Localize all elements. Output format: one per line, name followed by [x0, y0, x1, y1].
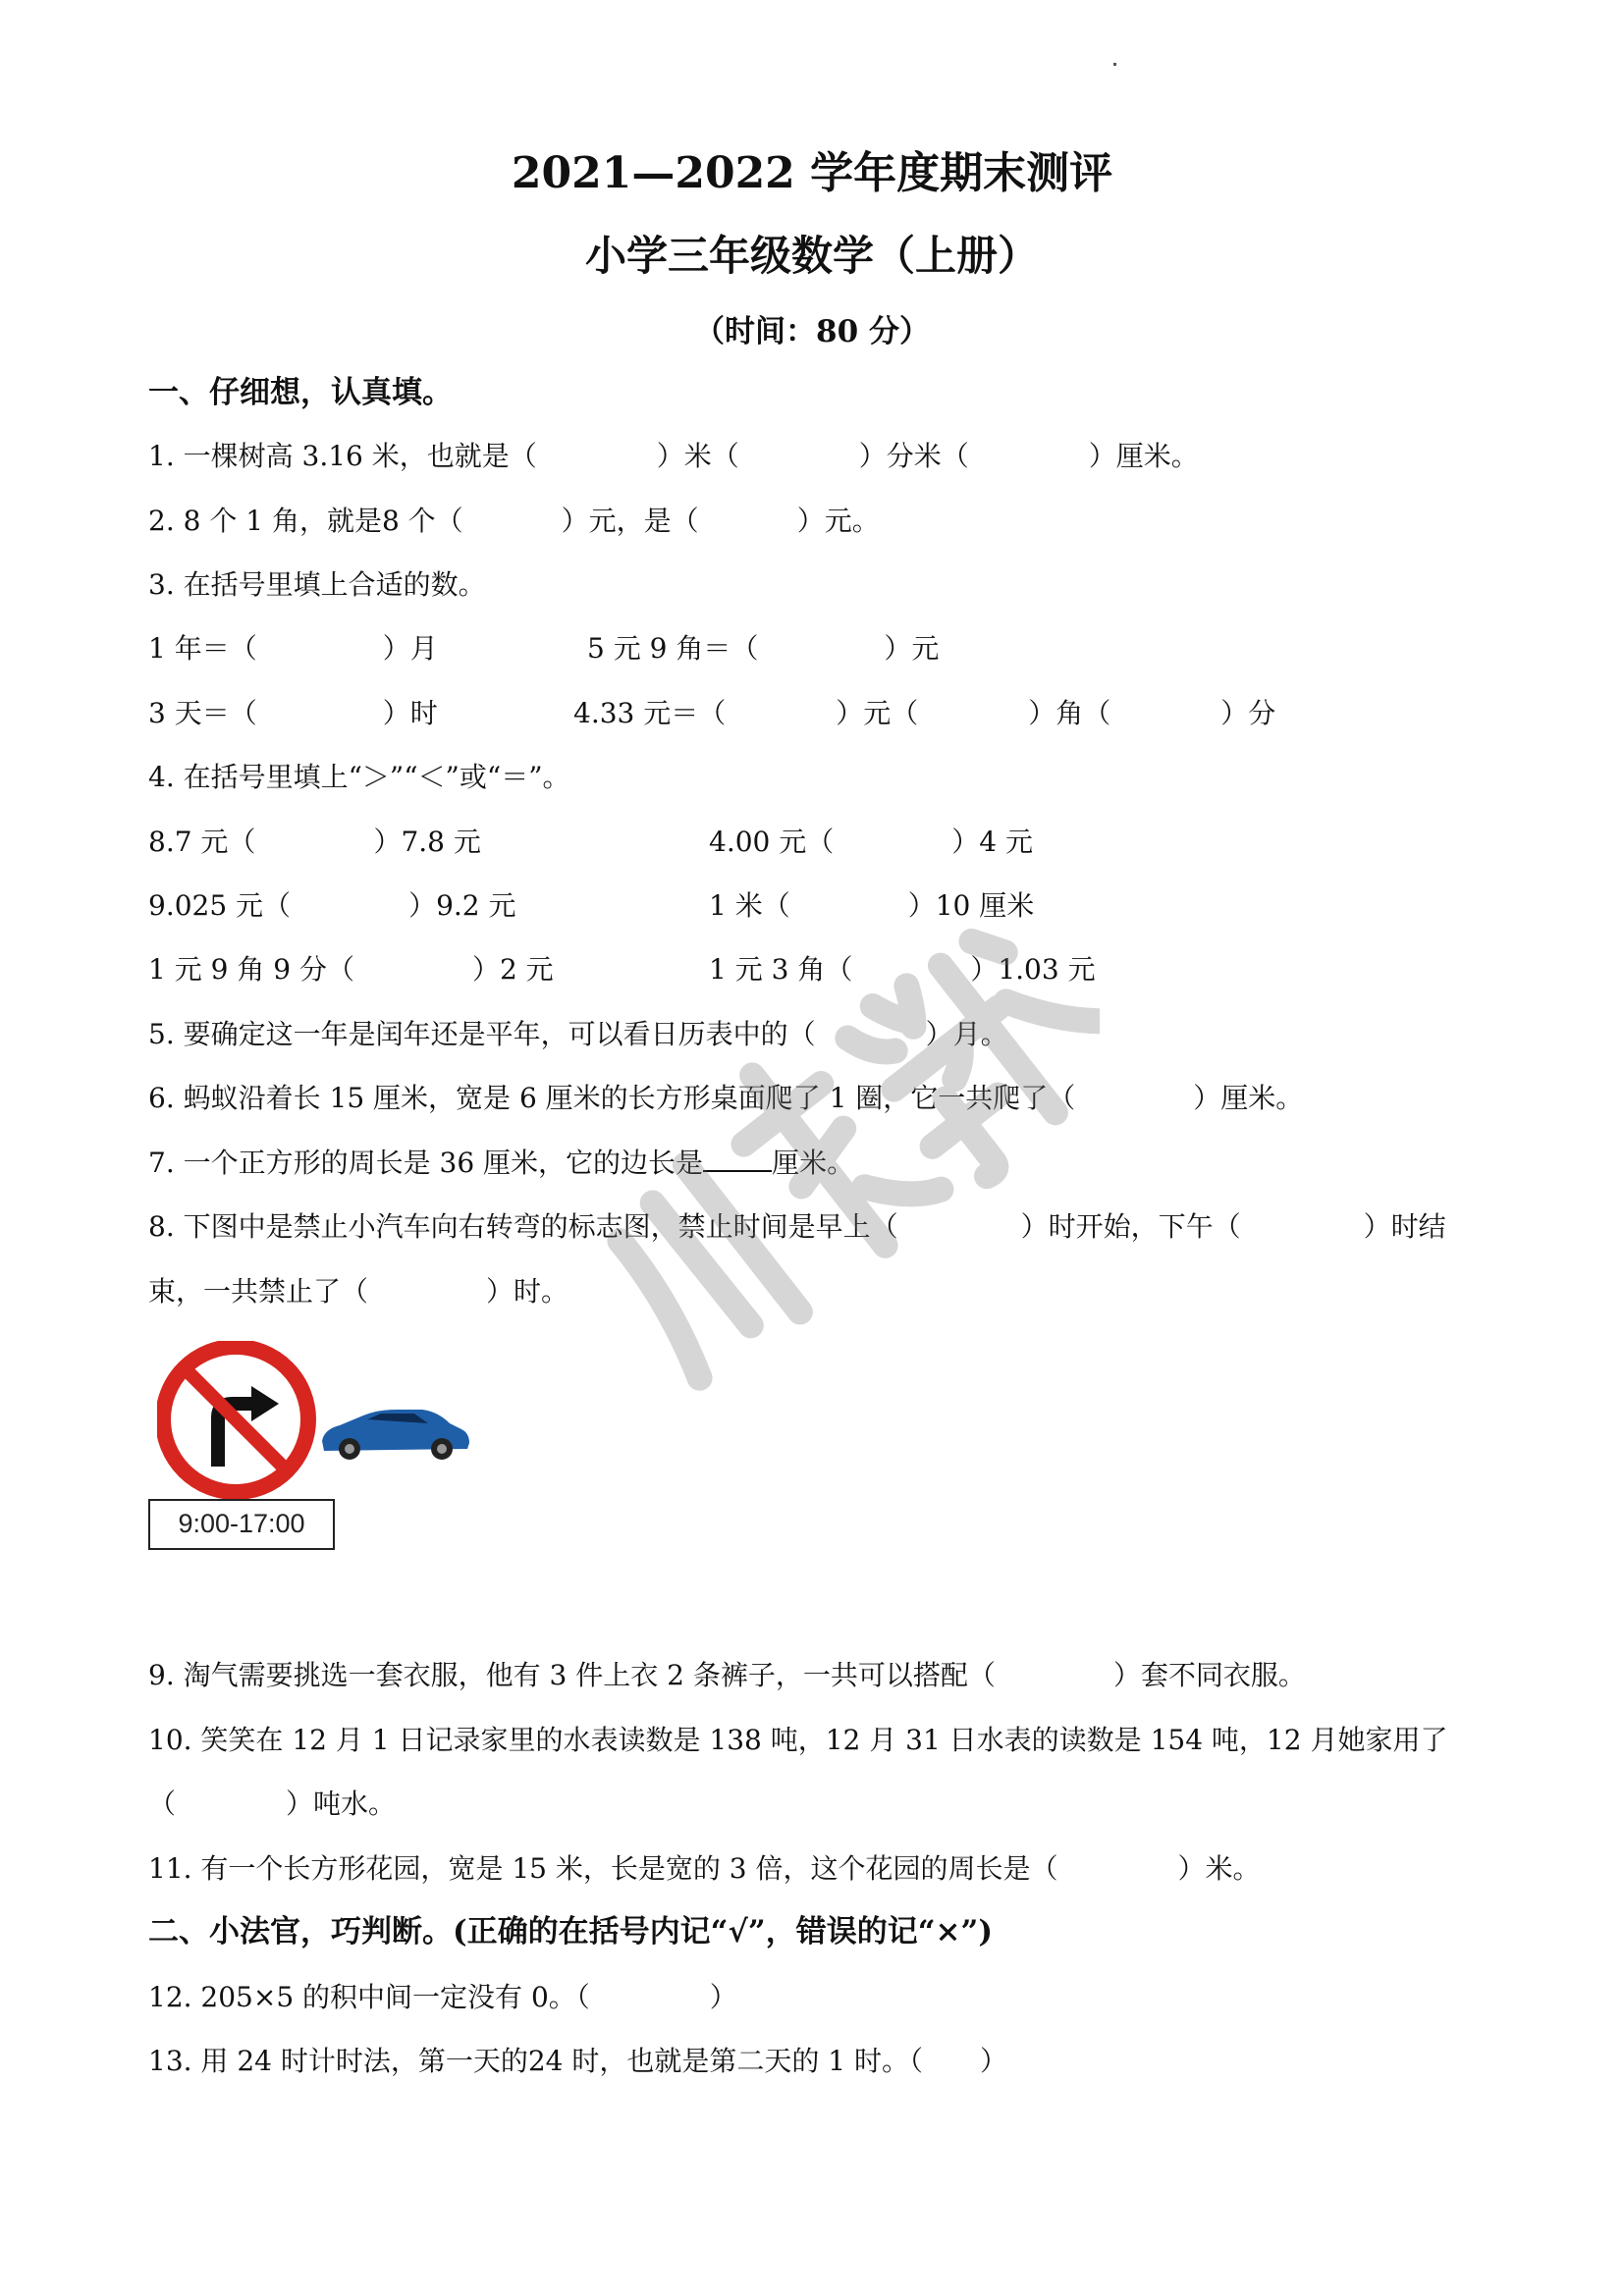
- question-6: 6. 蚂蚁沿着长 15 厘米，宽是 6 厘米的长方形桌面爬了 1 圈，它一共爬了（ ）厘米。: [148, 1082, 1304, 1114]
- exam-time: （时间：80 分）: [694, 314, 930, 349]
- question-3-row-1a: 1 年＝（ ）月: [148, 632, 438, 665]
- question-12: 12. 205×5 的积中间一定没有 0。（ ）: [148, 1981, 737, 2013]
- page-subtitle: 小学三年级数学（上册）: [584, 232, 1039, 280]
- question-3-row-2a: 3 天＝（ ）时: [148, 697, 438, 729]
- question-1: 1. 一棵树高 3.16 米，也就是（ ）米（ ）分米（ ）厘米。: [148, 440, 1199, 472]
- question-3-row-2b: 4.33 元＝（ ）元（ ）角（ ）分: [573, 697, 1276, 729]
- question-10-line-1: 10. 笑笑在 12 月 1 日记录家里的水表读数是 138 吨，12 月 31 日水表的读数是 154 吨，12 月她家用了: [148, 1724, 1448, 1756]
- question-4-row-3b: 1 元 3 角（ ）1.03 元: [709, 953, 1096, 986]
- question-5: 5. 要确定这一年是闰年还是平年，可以看日历表中的（ ）月。: [148, 1018, 1008, 1050]
- answer-underline[interactable]: [703, 1145, 772, 1172]
- question-3-prompt: 3. 在括号里填上合适的数。: [148, 568, 486, 601]
- question-10-line-2: （ ）吨水。: [148, 1788, 397, 1820]
- speck: [1113, 63, 1116, 66]
- question-9: 9. 淘气需要挑选一套衣服，他有 3 件上衣 2 条裤子，一共可以搭配（ ）套不同衣服。: [148, 1659, 1306, 1691]
- section-2-heading: 二、小法官，巧判断。(正确的在括号内记“√”，错误的记“×”): [148, 1914, 994, 1949]
- question-3-row-1b: 5 元 9 角＝（ ）元: [587, 632, 940, 665]
- question-4-row-1b: 4.00 元（ ）4 元: [709, 826, 1033, 858]
- section-1-heading: 一、仔细想，认真填。: [148, 375, 453, 410]
- question-7: 7. 一个正方形的周长是 36 厘米，它的边长是 厘米。: [148, 1147, 855, 1179]
- question-4-row-1a: 8.7 元（ ）7.8 元: [148, 826, 481, 858]
- question-8-line-1: 8. 下图中是禁止小汽车向右转弯的标志图，禁止时间是早上（ ）时开始，下午（ ）时结: [148, 1210, 1446, 1243]
- question-13: 13. 用 24 时计时法，第一天的24 时，也就是第二天的 1 时。（ ）: [148, 2045, 1008, 2077]
- question-2: 2. 8 个 1 角，就是8 个（ ）元，是（ ）元。: [148, 505, 880, 537]
- car-icon: [322, 1410, 469, 1460]
- question-4-row-3a: 1 元 9 角 9 分（ ）2 元: [148, 953, 554, 986]
- question-8-line-2: 束，一共禁止了（ ）时。: [148, 1275, 569, 1308]
- question-11: 11. 有一个长方形花园，宽是 15 米，长是宽的 3 倍，这个花园的周长是（ ）米。: [148, 1852, 1261, 1885]
- question-4-row-2a: 9.025 元（ ）9.2 元: [148, 889, 516, 922]
- restriction-time-plate: 9:00-17:00: [148, 1499, 335, 1550]
- question-4-row-2b: 1 米（ ）10 厘米: [709, 889, 1035, 922]
- question-4-prompt: 4. 在括号里填上“＞”“＜”或“＝”。: [148, 761, 570, 793]
- page-title: 2021—2022 学年度期末测评: [511, 148, 1113, 198]
- no-right-turn-sign-icon: [163, 1347, 308, 1492]
